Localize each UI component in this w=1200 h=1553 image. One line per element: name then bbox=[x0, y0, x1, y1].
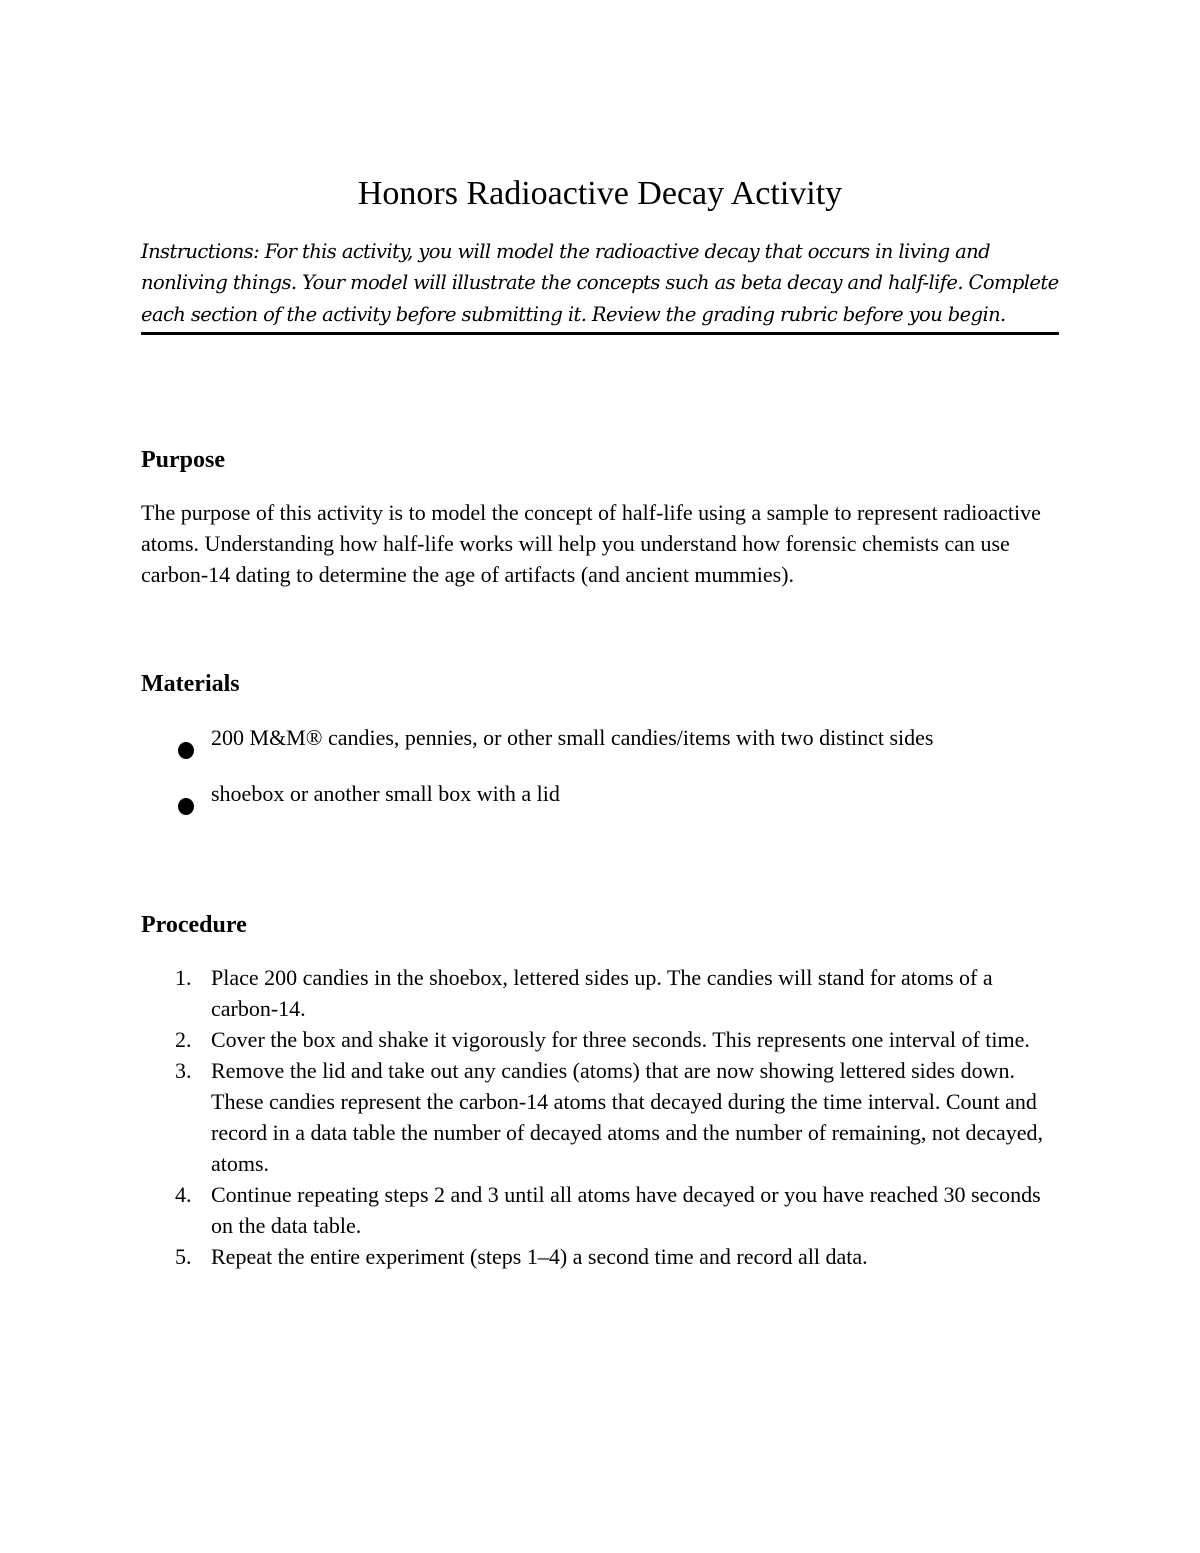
bullet-dot-icon bbox=[178, 742, 194, 759]
step-text: Cover the box and shake it vigorously for three seconds. This represents one interval of time. bbox=[211, 1027, 1030, 1052]
materials-item bbox=[141, 722, 1059, 778]
procedure-step bbox=[141, 1055, 1059, 1179]
procedure-step bbox=[141, 962, 1059, 1024]
document-title: Honors Radioactive Decay Activity bbox=[357, 175, 843, 212]
materials-item bbox=[141, 778, 1059, 834]
materials-item-text: 200 M&M® candies, pennies, or other small candies/items with two distinct sides bbox=[211, 725, 934, 750]
procedure-step bbox=[141, 1179, 1059, 1241]
purpose-text: The purpose of this activity is to model the concept of half-life using a sample to represent radioactive atoms. Understanding how half-life works will help you understand how forensic chemists can use carbon-14 dating to determine the age of artifacts (and ancient mummies). bbox=[141, 500, 1041, 587]
materials-heading: Materials bbox=[141, 671, 240, 697]
instructions-text: Instructions: For this activity, you will model the radioactive decay that occurs in living and nonliving things. Your model will illustrate the concepts such as beta decay and half-life. Complete each section of the activity before submitting it. Review the grading rubric before you begin. bbox=[141, 236, 1059, 335]
step-number: 3. bbox=[175, 1058, 192, 1083]
step-number: 2. bbox=[175, 1027, 192, 1052]
procedure-heading: Procedure bbox=[141, 912, 247, 938]
procedure-step bbox=[141, 1024, 1059, 1055]
materials-item-text: shoebox or another small box with a lid bbox=[211, 781, 560, 806]
step-number: 5. bbox=[175, 1244, 192, 1269]
purpose-heading: Purpose bbox=[141, 447, 225, 473]
step-number: 4. bbox=[175, 1182, 192, 1207]
materials-list bbox=[141, 722, 1059, 834]
procedure-list bbox=[141, 962, 1059, 1272]
step-text: Place 200 candies in the shoebox, lettered sides up. The candies will stand for atoms of a carbon-14. bbox=[211, 965, 993, 1021]
step-text: Repeat the entire experiment (steps 1–4) a second time and record all data. bbox=[211, 1244, 868, 1269]
step-text: Remove the lid and take out any candies (atoms) that are now showing lettered sides down. These candies represent the carbon-14 atoms that decayed during the time interval. Count and record in a data table the number of decayed atoms and the number of remaining, not decayed, atoms. bbox=[211, 1058, 1044, 1176]
procedure-step bbox=[141, 1241, 1059, 1272]
step-text: Continue repeating steps 2 and 3 until all atoms have decayed or you have reached 30 seconds on the data table. bbox=[211, 1182, 1041, 1238]
bullet-dot-icon bbox=[178, 798, 194, 815]
step-number: 1. bbox=[175, 965, 192, 990]
